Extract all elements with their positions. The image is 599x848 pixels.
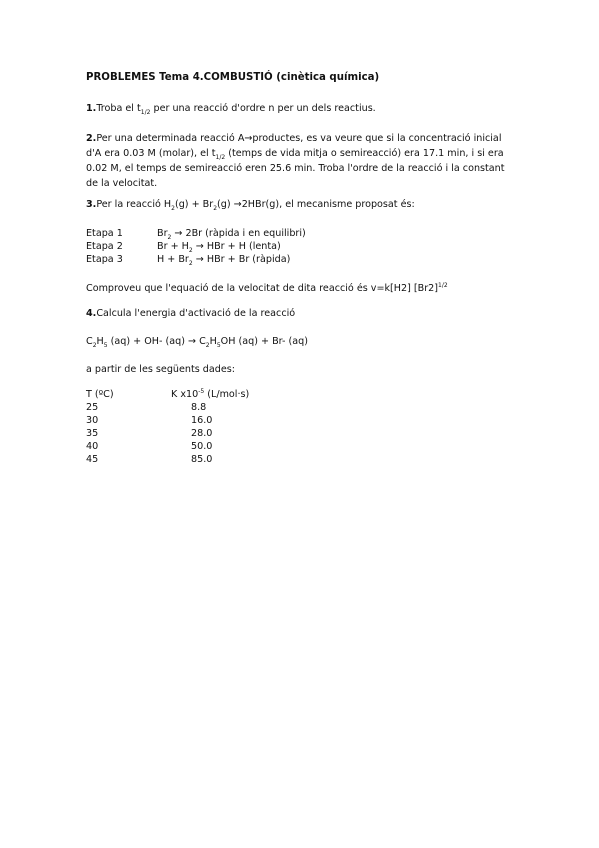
data-table: [86, 388, 516, 466]
problem-4: 4.Calcula l'energia d'activació de la reacció: [86, 308, 296, 319]
problem-number: 4.: [86, 308, 97, 319]
problem-number: 3.: [86, 199, 97, 210]
data-intro: a partir de les següents dades:: [86, 364, 235, 375]
stage-row: Etapa 2 $Br + H_2$ → HBr + H (lenta): [86, 241, 281, 254]
stage-row: Etapa 3 $H + Br_2$ → HBr + Br (ràpida): [86, 254, 291, 267]
table-row: 30 16.0: [86, 415, 213, 426]
problem-2: 2.Per una determinada reacció A→productes, es va veure que si la concentració inicial d'A era 0.03 M (molar), el $t_{1/2}$ (temps de vida mitja o semireacció) era 17.1 min, i si era 0.02 M, el temps de semireacció eren 25.6 min. Troba l'ordre de la reacció i la constant de la velocitat.: [86, 133, 505, 189]
table-row: 40 50.0: [86, 441, 213, 452]
stage-row: Etapa 1 $Br_2 \to 2Br$ (ràpida i en equilibri): [86, 228, 306, 241]
problem-number: 1.: [86, 103, 97, 114]
reaction-equation: $C_2H_5$ (aq) + OH- $(aq) \to C_2H_5OH$ (aq) + Br- (aq): [86, 336, 308, 349]
mechanism-stages: [86, 227, 516, 266]
problem-1: 1.Troba el $t_{1/2}$ per una reacció d'ordre n per un dels reactius.: [86, 103, 376, 116]
table-header: T (ºC) K $x10^{-5}$ (L/mol·s): [86, 387, 250, 400]
table-row: 35 28.0: [86, 428, 213, 439]
problem-number: 2.: [86, 133, 97, 144]
rate-equation-check: Comproveu que l'equació de la velocitat de dita reacció és v=k[H2] $[Br2]^{1/2}$: [86, 281, 448, 294]
table-row: 45 85.0: [86, 454, 213, 465]
problem-3: 3.Per la reacció $H_2(g) + Br_2(g) \to 2HBr(g)$, el mecanisme proposat és:: [86, 199, 415, 212]
document-title: PROBLEMES Tema 4.COMBUSTIÓ (cinètica química): [86, 72, 380, 83]
table-row: 25 8.8: [86, 402, 207, 413]
